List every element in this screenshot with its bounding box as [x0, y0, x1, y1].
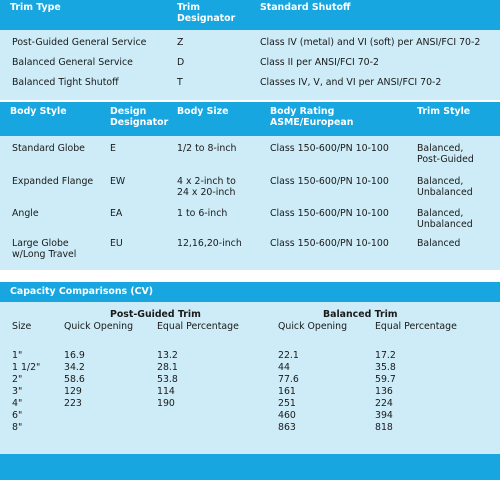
capacity-row-2-post-equal-percentage: 28.1	[157, 362, 178, 373]
capacity-row-5-size: 4"	[12, 398, 23, 409]
capacity-row-1-balanced-equal-percentage: 17.2	[375, 350, 396, 361]
capacity-table-body	[0, 302, 500, 454]
capacity-row-4-post-equal-percentage: 114	[157, 386, 175, 397]
capacity-row-6-size: 6"	[12, 410, 23, 421]
body-row-3-trim-style: Balanced, Unbalanced	[417, 208, 473, 230]
balanced-equal-percentage-col-header: Equal Percentage	[375, 321, 457, 332]
body-size-header: Body Size	[177, 106, 229, 117]
capacity-row-4-size: 3"	[12, 386, 23, 397]
trim-type-header: Trim Type	[10, 2, 61, 13]
capacity-row-5-post-quick-opening: 223	[64, 398, 82, 409]
trim-row-2-shutoff: Class II per ANSI/FCI 70-2	[260, 57, 379, 68]
size-col-header: Size	[12, 321, 32, 332]
capacity-row-7-balanced-quick-opening: 863	[278, 422, 296, 433]
capacity-row-4-post-quick-opening: 129	[64, 386, 82, 397]
capacity-row-7-size: 8"	[12, 422, 23, 433]
trim-designator-header: Trim Designator	[177, 2, 236, 24]
capacity-row-3-post-quick-opening: 58.6	[64, 374, 85, 385]
capacity-row-7-balanced-equal-percentage: 818	[375, 422, 393, 433]
body-row-2-rating: Class 150-600/PN 10-100	[270, 176, 389, 187]
capacity-row-2-size: 1 1/2"	[12, 362, 41, 373]
body-row-1-trim-style: Balanced, Post-Guided	[417, 143, 474, 165]
capacity-row-6-balanced-equal-percentage: 394	[375, 410, 393, 421]
trim-row-3-shutoff: Classes IV, V, and VI per ANSI/FCI 70-2	[260, 77, 442, 88]
body-row-1-size: 1/2 to 8-inch	[177, 143, 237, 154]
post-equal-percentage-col-header: Equal Percentage	[157, 321, 239, 332]
capacity-row-3-post-equal-percentage: 53.8	[157, 374, 178, 385]
balanced-quick-opening-col-header: Quick Opening	[278, 321, 348, 332]
body-row-2-size: 4 x 2-inch to 24 x 20-inch	[177, 176, 236, 198]
balanced-group-header: Balanced Trim	[323, 309, 398, 320]
trim-table-body	[0, 30, 500, 100]
body-row-1-style: Standard Globe	[12, 143, 85, 154]
capacity-row-4-balanced-quick-opening: 161	[278, 386, 296, 397]
body-row-3-size: 1 to 6-inch	[177, 208, 228, 219]
body-row-1-rating: Class 150-600/PN 10-100	[270, 143, 389, 154]
capacity-row-6-balanced-quick-opening: 460	[278, 410, 296, 421]
trim-table-header	[0, 0, 500, 30]
body-row-2-designator: EW	[110, 176, 126, 187]
body-row-4-rating: Class 150-600/PN 10-100	[270, 238, 389, 249]
body-row-1-designator: E	[110, 143, 116, 154]
trim-row-3-type: Balanced Tight Shutoff	[12, 77, 119, 88]
body-row-2-trim-style: Balanced, Unbalanced	[417, 176, 473, 198]
trim-style-header: Trim Style	[417, 106, 471, 117]
body-row-3-rating: Class 150-600/PN 10-100	[270, 208, 389, 219]
trim-row-1-designator: Z	[177, 37, 184, 48]
capacity-row-1-post-quick-opening: 16.9	[64, 350, 85, 361]
capacity-row-1-size: 1"	[12, 350, 23, 361]
trim-row-1-type: Post-Guided General Service	[12, 37, 147, 48]
capacity-row-1-balanced-quick-opening: 22.1	[278, 350, 299, 361]
capacity-row-5-balanced-quick-opening: 251	[278, 398, 296, 409]
body-row-4-style: Large Globe w/Long Travel	[12, 238, 77, 260]
trim-row-1-shutoff: Class IV (metal) and VI (soft) per ANSI/FCI 70-2	[260, 37, 481, 48]
body-table-body	[0, 136, 500, 270]
body-row-4-trim-style: Balanced	[417, 238, 461, 249]
capacity-row-1-post-equal-percentage: 13.2	[157, 350, 178, 361]
body-row-2-style: Expanded Flange	[12, 176, 94, 187]
capacity-row-3-balanced-equal-percentage: 59.7	[375, 374, 396, 385]
capacity-row-4-balanced-equal-percentage: 136	[375, 386, 393, 397]
capacity-row-2-balanced-quick-opening: 44	[278, 362, 290, 373]
body-row-3-designator: EA	[110, 208, 123, 219]
capacity-row-3-balanced-quick-opening: 77.6	[278, 374, 299, 385]
capacity-table-header	[0, 282, 500, 302]
capacity-row-2-post-quick-opening: 34.2	[64, 362, 85, 373]
trim-row-2-type: Balanced General Service	[12, 57, 133, 68]
body-row-4-size: 12,16,20-inch	[177, 238, 242, 249]
post-guided-group-header: Post-Guided Trim	[110, 309, 201, 320]
body-table-header	[0, 102, 500, 136]
capacity-row-2-balanced-equal-percentage: 35.8	[375, 362, 396, 373]
footer-band	[0, 454, 500, 480]
design-designator-header: Design Designator	[110, 106, 169, 128]
capacity-row-5-balanced-equal-percentage: 224	[375, 398, 393, 409]
body-style-header: Body Style	[10, 106, 67, 117]
capacity-row-3-size: 2"	[12, 374, 23, 385]
post-quick-opening-col-header: Quick Opening	[64, 321, 134, 332]
body-row-3-style: Angle	[12, 208, 39, 219]
trim-row-3-designator: T	[177, 77, 183, 88]
body-rating-header: Body Rating ASME/European	[270, 106, 354, 128]
trim-row-2-designator: D	[177, 57, 185, 68]
standard-shutoff-header: Standard Shutoff	[260, 2, 351, 13]
capacity-row-5-post-equal-percentage: 190	[157, 398, 175, 409]
capacity-title: Capacity Comparisons (CV)	[10, 286, 154, 297]
body-row-4-designator: EU	[110, 238, 123, 249]
